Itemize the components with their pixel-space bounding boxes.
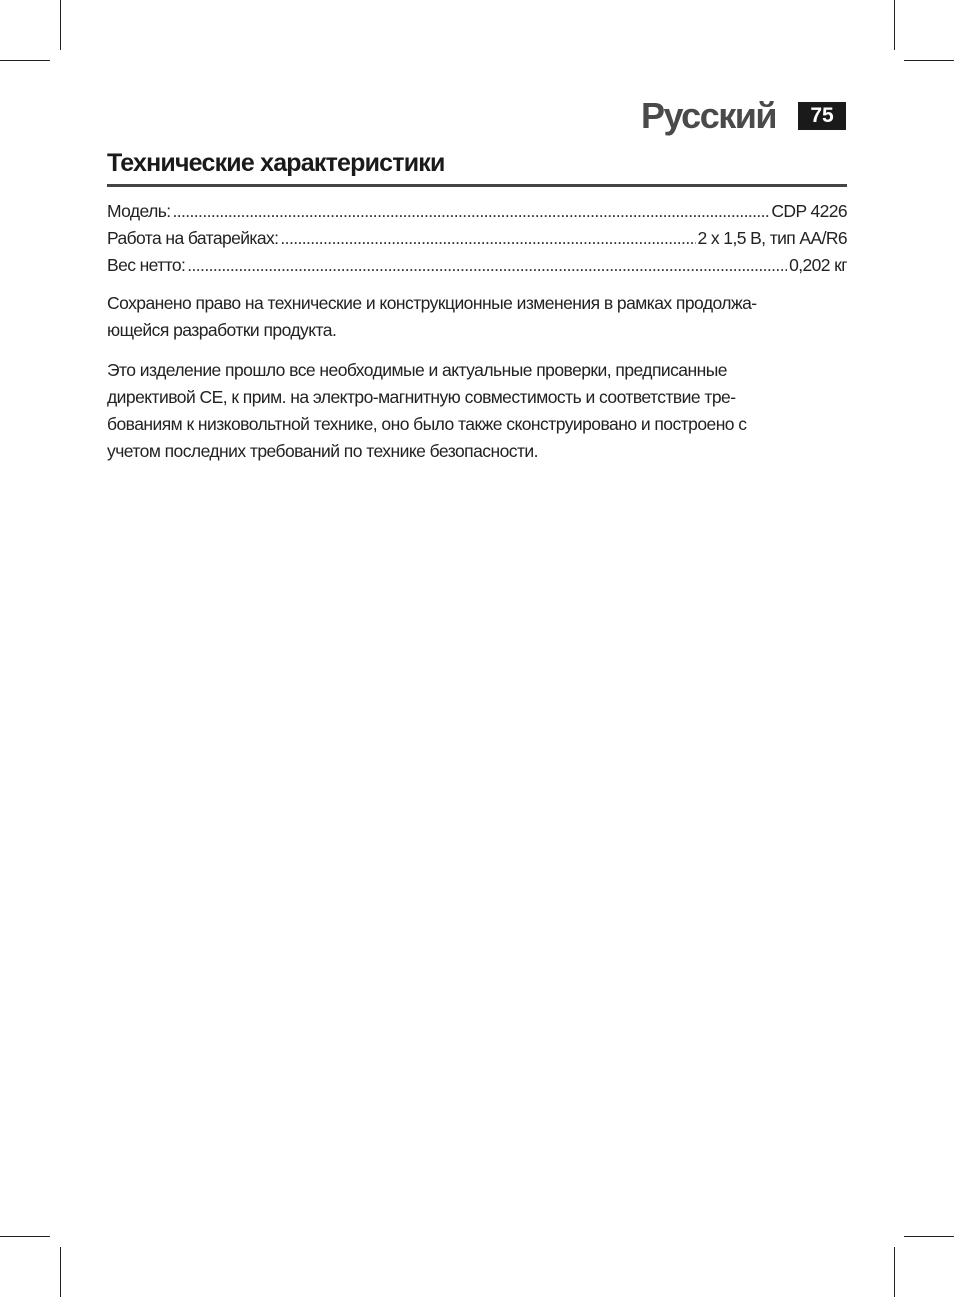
dot-leader (187, 252, 787, 279)
page-header (641, 96, 846, 136)
spec-row-weight (107, 252, 847, 279)
spec-value: 0,202 кг (789, 255, 847, 275)
spec-value: CDP 4226 (771, 201, 847, 221)
spec-label: Вес нетто: (107, 255, 186, 275)
language-title: Русский (641, 95, 776, 136)
dot-leader (172, 198, 769, 225)
spec-row-battery (107, 225, 847, 252)
text-line: Сохранено право на технические и конструкционные изменения в рамках продолжа- (107, 293, 757, 313)
crop-mark (60, 0, 61, 50)
spec-row-model (107, 198, 847, 225)
crop-mark (0, 60, 50, 61)
spec-list (107, 198, 847, 279)
text-line: бованиям к низковольтной технике, оно было также сконструировано и построено с (107, 414, 747, 434)
spec-label: Работа на батарейках: (107, 228, 279, 248)
spec-label: Модель: (107, 201, 171, 221)
page-number-badge: 75 (798, 102, 846, 130)
text-line: Это изделение прошло все необходимые и актуальные проверки, предписанные (107, 360, 727, 380)
crop-mark (904, 60, 954, 61)
text-line: директивой CE, к прим. на электро-магнитную совместимость и соответствие тре- (107, 387, 736, 407)
dot-leader (280, 225, 695, 252)
text-line: учетом последних требований по технике безопасности. (107, 441, 538, 461)
paragraph-changes (107, 290, 847, 344)
spec-value: 2 x 1,5 В, тип AA/R6 (697, 228, 847, 248)
crop-mark (60, 1247, 61, 1297)
crop-mark (894, 0, 895, 50)
paragraph-ce-compliance (107, 357, 847, 465)
section-title: Технические характеристики (107, 146, 847, 187)
crop-mark (894, 1247, 895, 1297)
crop-mark (904, 1236, 954, 1237)
text-line: ющейся разработки продукта. (107, 320, 337, 340)
crop-mark (0, 1236, 50, 1237)
